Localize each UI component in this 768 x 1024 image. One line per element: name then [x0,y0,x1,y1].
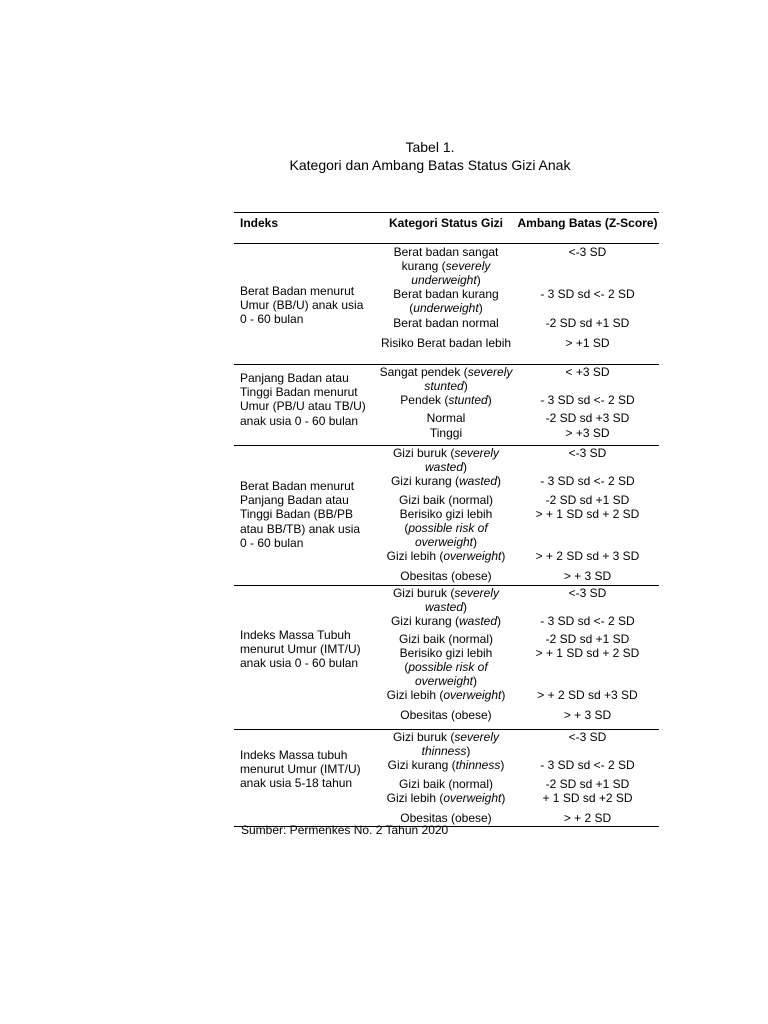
category-cell: Gizi buruk (severely wasted) [392,586,500,615]
header-indeks: Indeks [240,216,279,230]
category-cell: Gizi lebih (overweight) [386,688,506,702]
category-cell: Gizi baik (normal) [398,632,494,646]
index-cell: Berat Badan menurut Umur (BB/U) anak usia 0 - 60 bulan [240,284,364,327]
threshold-cell: -2 SD sd +1 SD [545,316,630,330]
threshold-cell: > + 2 SD [563,811,612,825]
index-cell: Berat Badan menurut Panjang Badan atau Tinggi Badan (BB/PB atau BB/TB) anak usia 0 - 60 bulan [240,479,361,550]
threshold-cell: -2 SD sd +3 SD [545,411,630,425]
threshold-cell: - 3 SD sd <- 2 SD [540,287,635,301]
threshold-cell: - 3 SD sd <- 2 SD [540,758,635,772]
category-cell: Obesitas (obese) [400,569,492,583]
threshold-cell: > + 3 SD [563,569,612,583]
table-title: Kategori dan Ambang Batas Status Gizi Anak [289,157,571,173]
source-note: Sumber: Permenkes No. 2 Tahun 2020 [241,823,449,837]
threshold-cell: - 3 SD sd <- 2 SD [540,393,635,407]
category-cell: Berat badan sangat kurang (severely underweight) [393,245,499,288]
index-cell: Indeks Massa tubuh menurut Umur (IMT/U) anak usia 5-18 tahun [240,748,361,791]
category-cell: Pendek (stunted) [400,393,492,407]
table-group [234,586,659,730]
category-cell: Gizi buruk (severely wasted) [392,446,500,475]
header-ambang-batas: Ambang Batas (Z-Score) [517,216,658,230]
category-cell: Gizi kurang (wasted) [390,474,502,488]
category-cell: Normal [426,411,466,425]
threshold-cell: > + 2 SD sd +3 SD [537,688,638,702]
nutrition-status-table [234,212,659,827]
threshold-cell: <-3 SD [568,586,607,600]
threshold-cell: - 3 SD sd <- 2 SD [540,474,635,488]
threshold-cell: > + 3 SD [563,708,612,722]
category-cell: Gizi kurang (wasted) [390,614,502,628]
threshold-cell: <-3 SD [568,446,607,460]
threshold-cell: + 1 SD sd +2 SD [542,791,633,805]
table-number: Tabel 1. [405,139,455,155]
table-group [234,730,659,827]
threshold-cell: > +3 SD [565,426,610,440]
category-cell: Risiko Berat badan lebih [380,336,512,350]
category-cell: Gizi lebih (overweight) [386,791,506,805]
category-cell: Sangat pendek (severely stunted) [379,365,513,394]
category-cell: Berat badan kurang (underweight) [393,287,499,316]
threshold-cell: <-3 SD [568,245,607,259]
table-group [234,446,659,586]
threshold-cell: > +1 SD [565,336,610,350]
table-caption [230,138,630,174]
threshold-cell: - 3 SD sd <- 2 SD [540,614,635,628]
table-group [234,244,659,365]
threshold-cell: <-3 SD [568,730,607,744]
category-cell: Gizi baik (normal) [398,777,494,791]
table-group [234,365,659,446]
category-cell: Gizi baik (normal) [398,493,494,507]
threshold-cell: -2 SD sd +1 SD [545,493,630,507]
threshold-cell: < +3 SD [565,365,610,379]
threshold-cell: > + 1 SD sd + 2 SD [535,646,640,660]
index-cell: Indeks Massa Tubuh menurut Umur (IMT/U) anak usia 0 - 60 bulan [240,628,361,671]
table-header [234,212,659,244]
header-kategori: Kategori Status Gizi [388,216,504,230]
category-cell: Obesitas (obese) [400,811,492,825]
category-cell: Tinggi [429,426,463,440]
index-cell: Panjang Badan atau Tinggi Badan menurut Umur (PB/U atau TB/U) anak usia 0 - 60 bulan [240,371,366,428]
threshold-cell: -2 SD sd +1 SD [545,777,630,791]
category-cell: Gizi buruk (severely thinness) [392,730,500,759]
category-cell: Gizi lebih (overweight) [386,549,506,563]
threshold-cell: > + 1 SD sd + 2 SD [535,507,640,521]
threshold-cell: > + 2 SD sd + 3 SD [535,549,640,563]
category-cell: Berisiko gizi lebih (possible risk of overweight) [399,646,493,689]
threshold-cell: -2 SD sd +1 SD [545,632,630,646]
category-cell: Berat badan normal [393,316,499,330]
category-cell: Berisiko gizi lebih (possible risk of overweight) [399,507,493,550]
category-cell: Gizi kurang (thinness) [387,758,505,772]
category-cell: Obesitas (obese) [400,708,492,722]
